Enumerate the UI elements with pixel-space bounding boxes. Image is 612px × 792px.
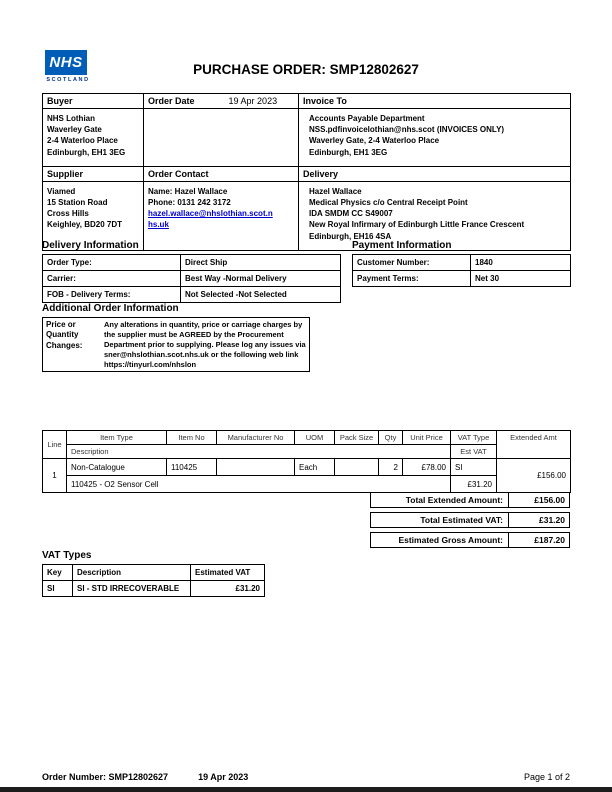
vat-col-estimated-vat: Estimated VAT [191,565,265,581]
delivery-address-line: Hazel Wallace [309,186,362,196]
vat-row [43,581,265,597]
col-header-uom: UOM [295,431,335,445]
supplier-address-line: Cross Hills [47,209,89,219]
contact-name: Name: Hazel Wallace [148,186,228,196]
item-manufacturer-no-cell [217,459,295,476]
item-uom-cell: Each [295,459,335,476]
supplier-section-header: Supplier [43,166,144,181]
additional-order-information-box [42,317,310,372]
invoice-to-section-header: Invoice To [299,94,571,109]
payment-information-heading: Payment Information [352,240,452,251]
col-header-item-no: Item No [167,431,217,445]
estimated-gross-amount-label: Estimated Gross Amount: [371,533,509,547]
contact-phone: Phone: 0131 242 3172 [148,197,231,207]
info-row [42,240,570,303]
line-items-table [42,430,571,493]
contact-email-link[interactable]: hazel.wallace@nhslothian.scot.nhs.uk [148,209,273,230]
vat-types-table [42,564,265,597]
page-title: PURCHASE ORDER: SMP12802627 [193,62,419,77]
delivery-information-block [42,240,340,303]
col-header-est-vat: Est VAT [451,445,497,459]
items-header-row-1 [43,431,571,445]
delivery-info-table [42,254,341,303]
vat-types-heading: VAT Types [42,550,92,561]
supplier-address-line: Keighley, BD20 7DT [47,220,122,230]
invoice-to-line: Accounts Payable Department [309,114,425,123]
order-date-content-cell [144,109,299,167]
buyer-address-line: Waverley Gate [47,125,102,135]
item-qty-cell: 2 [379,459,403,476]
col-header-vat-type: VAT Type [451,431,497,445]
vat-key-cell: SI [43,581,73,597]
item-pack-size-cell [335,459,379,476]
col-header-item-type: Item Type [67,431,167,445]
col-header-description: Description [67,445,451,459]
nhs-logo-scotland-text: SCOTLAND [46,77,90,83]
payment-terms-label: Payment Terms: [353,271,471,287]
order-date-value: 19 Apr 2023 [228,96,278,106]
buyer-section-header: Buyer [43,94,144,109]
total-extended-amount-value: £156.00 [534,495,565,505]
delivery-address-line: Medical Physics c/o Central Receipt Point [309,197,468,207]
buyer-address [43,109,144,167]
table-row [43,271,341,287]
item-no-cell: 110425 [167,459,217,476]
footer-page-number: Page 1 of 2 [523,772,570,782]
item-type-cell: Non-Catalogue [67,459,167,476]
delivery-address-line: Edinburgh, EH16 4SA [309,231,392,241]
additional-info-text: Any alterations in quantity, price or carriage charges by the supplier must be AGREED by the Procurement Department prior to supplying. Please log any issues via sner@nhslothian.scot.nhs.uk or the following web link https://tinyurl.com/nhslon [104,320,306,369]
item-vat-type-cell: SI [451,459,497,476]
page-footer [42,772,570,782]
item-description-row [43,476,571,493]
order-date-label: Order Date [148,96,195,106]
delivery-information-heading: Delivery Information [42,240,139,251]
nhs-logo-icon: NHS [45,50,87,75]
delivery-address-line: New Royal Infirmary of Edinburgh Little France Crescent [309,220,525,230]
buyer-address-line: NHS Lothian [47,114,95,123]
invoice-to-line: Edinburgh, EH1 3EG [309,147,388,157]
totals-block [370,492,570,552]
invoice-to-line: Waverley Gate, 2-4 Waterloo Place [309,136,440,146]
total-extended-amount-label: Total Extended Amount: [371,493,509,507]
buyer-address-line: 2-4 Waterloo Place [47,136,118,146]
order-type-value: Direct Ship [181,255,341,271]
item-unit-price-cell: £78.00 [403,459,451,476]
item-description-cell: 110425 - O2 Sensor Cell [67,476,451,493]
order-type-label: Order Type: [43,255,181,271]
order-contact-section-header: Order Contact [144,166,299,181]
total-estimated-vat-row [370,512,570,528]
price-quantity-changes-label: Price or Quantity Changes: [46,320,83,350]
carrier-label: Carrier: [43,271,181,287]
header-row-content-1 [43,109,571,167]
delivery-section-header: Delivery [299,166,571,181]
order-date-header [144,94,299,109]
invoice-to-line: NSS.pdfinvoicelothian@nhs.scot (INVOICES ONLY) [309,125,505,135]
table-row [353,255,571,271]
payment-terms-value: Net 30 [471,271,571,287]
delivery-address-line: IDA SMDM CC S49007 [309,209,393,219]
additional-order-information-heading: Additional Order Information [42,303,179,314]
header-row-labels-1 [43,94,571,109]
customer-number-label: Customer Number: [353,255,471,271]
col-header-qty: Qty [379,431,403,445]
table-row [43,287,341,303]
vat-amount-cell: £31.20 [191,581,265,597]
additional-order-information-block [42,303,310,372]
col-header-manufacturer-no: Manufacturer No [217,431,295,445]
vat-description-cell: SI - STD IRRECOVERABLE [73,581,191,597]
estimated-gross-amount-row [370,532,570,548]
item-row [43,459,571,476]
header-row-labels-2 [43,166,571,181]
vat-col-key: Key [43,565,73,581]
col-header-pack-size: Pack Size [335,431,379,445]
vat-col-description: Description [73,565,191,581]
total-estimated-vat-value: £31.20 [539,515,565,525]
item-line-number: 1 [43,459,67,493]
supplier-address-line: Viamed [47,186,76,196]
customer-number-value: 1840 [471,255,571,271]
footer-date: 19 Apr 2023 [198,772,249,782]
supplier-address-line: 15 Station Road [47,197,108,207]
vat-types-block [42,550,265,597]
payment-information-block [352,240,570,303]
table-row [353,271,571,287]
fob-delivery-terms-value: Not Selected -Not Selected [181,287,341,303]
payment-info-table [352,254,571,287]
total-extended-amount-row [370,492,570,508]
items-header-row-2 [43,445,571,459]
bottom-edge-bar [0,787,612,792]
item-est-vat-cell: £31.20 [451,476,497,493]
carrier-value: Best Way -Normal Delivery [181,271,341,287]
col-header-unit-price: Unit Price [403,431,451,445]
col-header-line: Line [43,431,67,459]
fob-delivery-terms-label: FOB - Delivery Terms: [43,287,181,303]
footer-order-number: Order Number: SMP12802627 [42,772,169,782]
order-header-table [42,93,571,251]
total-estimated-vat-label: Total Estimated VAT: [371,513,509,527]
buyer-address-line: Edinburgh, EH1 3EG [47,147,126,157]
estimated-gross-amount-value: £187.20 [534,535,565,545]
vat-header-row [43,565,265,581]
item-extended-amt-cell: £156.00 [497,459,571,493]
col-header-extended-amt: Extended Amt [497,431,571,459]
table-row [43,255,341,271]
invoice-to-address [299,109,571,167]
